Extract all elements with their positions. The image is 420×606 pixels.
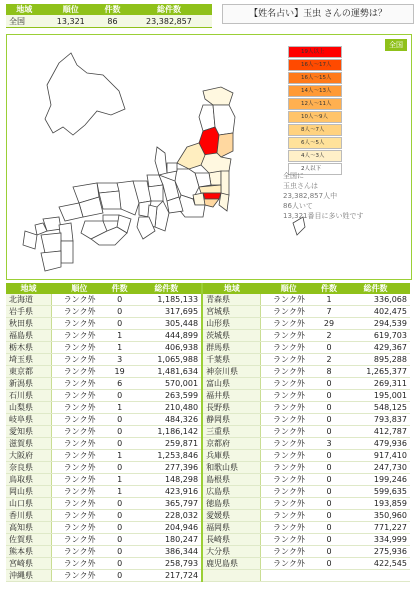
total-cell: 365,797 <box>132 498 202 510</box>
rank-cell: ランク外 <box>260 546 317 558</box>
rank-cell: ランク外 <box>260 558 317 570</box>
table-row <box>6 426 410 438</box>
pref-name-cell: 京都府 <box>202 438 260 450</box>
count-cell: 0 <box>108 510 132 522</box>
total-cell: 423,916 <box>132 486 202 498</box>
map-miyagi <box>217 133 233 157</box>
pref-name-cell: 北海道 <box>6 294 51 306</box>
table-row <box>6 498 410 510</box>
rank-cell: ランク外 <box>260 462 317 474</box>
count-cell: 1 <box>108 486 132 498</box>
count-cell: 0 <box>108 522 132 534</box>
table-row <box>6 414 410 426</box>
count-cell: 0 <box>317 450 341 462</box>
rank-cell: ランク外 <box>51 354 108 366</box>
count-cell: 0 <box>317 462 341 474</box>
total-cell: 269,311 <box>341 378 410 390</box>
count-cell: 3 <box>108 354 132 366</box>
total-cell: 402,475 <box>341 306 410 318</box>
count-cell: 0 <box>108 570 132 582</box>
table-row <box>6 354 410 366</box>
pref-name-cell: 新潟県 <box>6 378 51 390</box>
pref-name-cell: 鹿児島県 <box>202 558 260 570</box>
map-chiba <box>219 193 229 211</box>
legend-item: 4人～3人 <box>288 150 342 162</box>
count-cell: 0 <box>317 390 341 402</box>
info-line: 玉虫さんは <box>283 182 318 190</box>
total-cell: 258,793 <box>132 558 202 570</box>
count-cell: 0 <box>108 306 132 318</box>
total-cell: 247,730 <box>341 462 410 474</box>
count-cell <box>317 570 341 582</box>
total-cell: 217,724 <box>132 570 202 582</box>
total-cell: 406,938 <box>132 342 202 354</box>
table-row <box>6 438 410 450</box>
total-cell: 1,185,133 <box>132 294 202 306</box>
rank-cell: ランク外 <box>51 330 108 342</box>
map-ishikawa <box>155 147 167 175</box>
total-cell: 412,787 <box>341 426 410 438</box>
rank-cell: ランク外 <box>51 438 108 450</box>
rank-cell: ランク外 <box>260 378 317 390</box>
map-fukushima <box>201 153 231 173</box>
pref-name-cell: 宮崎県 <box>6 558 51 570</box>
count-cell: 1 <box>108 450 132 462</box>
summary-header-total: 総件数 <box>126 4 212 15</box>
pref-name-cell: 和歌山県 <box>202 462 260 474</box>
pref-name-cell: 岐阜県 <box>6 414 51 426</box>
pref-name-cell: 愛知県 <box>6 426 51 438</box>
pref-name-cell: 香川県 <box>6 510 51 522</box>
total-cell: 336,068 <box>341 294 410 306</box>
total-cell: 1,065,988 <box>132 354 202 366</box>
pref-name-cell: 大分県 <box>202 546 260 558</box>
table-row <box>6 306 410 318</box>
count-cell: 7 <box>317 306 341 318</box>
map-info-text <box>283 171 393 221</box>
rank-cell: ランク外 <box>260 534 317 546</box>
total-cell: 479,936 <box>341 438 410 450</box>
table-row <box>6 330 410 342</box>
header-rank: 順位 <box>51 283 108 294</box>
table-row <box>6 366 410 378</box>
summary-region: 全国 <box>6 15 43 28</box>
count-cell: 0 <box>317 522 341 534</box>
total-cell: 619,703 <box>341 330 410 342</box>
pref-name-cell: 広島県 <box>202 486 260 498</box>
count-cell: 29 <box>317 318 341 330</box>
table-row <box>6 522 410 534</box>
map-akita <box>199 105 215 131</box>
rank-cell: ランク外 <box>51 570 108 582</box>
rank-cell: ランク外 <box>51 378 108 390</box>
map-tokyo <box>203 193 221 199</box>
pref-name-cell: 徳島県 <box>202 498 260 510</box>
map-ibaraki <box>221 171 229 195</box>
map-mie <box>155 201 169 231</box>
pref-name-cell: 千葉県 <box>202 354 260 366</box>
legend-item: 6人～5人 <box>288 137 342 149</box>
rank-cell: ランク外 <box>260 486 317 498</box>
map-kagawa <box>103 215 119 221</box>
total-cell: 771,227 <box>341 522 410 534</box>
rank-cell: ランク外 <box>260 318 317 330</box>
count-cell: 0 <box>317 498 341 510</box>
count-cell: 0 <box>317 510 341 522</box>
total-cell: 180,247 <box>132 534 202 546</box>
rank-cell: ランク外 <box>51 450 108 462</box>
table-row <box>6 534 410 546</box>
rank-cell: ランク外 <box>260 438 317 450</box>
rank-cell: ランク外 <box>51 486 108 498</box>
count-cell: 3 <box>317 438 341 450</box>
rank-cell: ランク外 <box>260 510 317 522</box>
header-total: 総件数 <box>341 283 410 294</box>
table-row <box>6 390 410 402</box>
rank-cell: ランク外 <box>51 498 108 510</box>
rank-cell: ランク外 <box>51 294 108 306</box>
pref-name-cell: 三重県 <box>202 426 260 438</box>
pref-name-cell: 佐賀県 <box>6 534 51 546</box>
total-cell: 334,999 <box>341 534 410 546</box>
total-cell: 199,246 <box>341 474 410 486</box>
rank-cell: ランク外 <box>260 426 317 438</box>
map-kumamoto <box>41 233 61 253</box>
legend-item: 8人～7人 <box>288 124 342 136</box>
summary-rank: 13,321 <box>43 15 99 28</box>
total-cell: 599,635 <box>341 486 410 498</box>
prefecture-table-header <box>6 283 410 294</box>
rank-cell: ランク外 <box>51 462 108 474</box>
total-cell: 275,936 <box>341 546 410 558</box>
count-cell: 1 <box>108 474 132 486</box>
rank-cell: ランク外 <box>260 294 317 306</box>
legend-item: 12人～11人 <box>288 98 342 110</box>
summary-header-region: 地域 <box>6 4 43 15</box>
total-cell: 277,396 <box>132 462 202 474</box>
count-cell: 0 <box>108 558 132 570</box>
rank-cell: ランク外 <box>51 474 108 486</box>
total-cell: 386,344 <box>132 546 202 558</box>
summary-row <box>6 15 212 28</box>
pref-name-cell: 大阪府 <box>6 450 51 462</box>
map-nagasaki <box>23 231 37 249</box>
total-cell: 195,001 <box>341 390 410 402</box>
total-cell: 228,032 <box>132 510 202 522</box>
total-cell: 350,960 <box>341 510 410 522</box>
count-cell: 0 <box>108 498 132 510</box>
header-total: 総件数 <box>132 283 202 294</box>
count-cell: 1 <box>108 342 132 354</box>
total-cell: 895,288 <box>341 354 410 366</box>
total-cell: 548,125 <box>341 402 410 414</box>
header-count: 件数 <box>317 283 341 294</box>
total-cell: 305,448 <box>132 318 202 330</box>
map-aomori <box>203 87 233 105</box>
rank-cell: ランク外 <box>51 366 108 378</box>
summary-count: 86 <box>99 15 126 28</box>
count-cell: 0 <box>317 426 341 438</box>
japan-map <box>7 35 411 279</box>
count-cell: 0 <box>108 414 132 426</box>
rank-cell: ランク外 <box>260 354 317 366</box>
map-miyazaki <box>61 241 73 263</box>
total-cell: 1,481,634 <box>132 366 202 378</box>
prefecture-table <box>6 283 410 582</box>
pref-name-cell: 群馬県 <box>202 342 260 354</box>
pref-name-cell: 鳥取県 <box>6 474 51 486</box>
pref-name-cell: 栃木県 <box>6 342 51 354</box>
total-cell: 422,545 <box>341 558 410 570</box>
map-panel <box>6 34 412 280</box>
pref-name-cell: 岡山県 <box>6 486 51 498</box>
table-row <box>6 342 410 354</box>
legend-item: 10人～9人 <box>288 111 342 123</box>
total-cell: 484,326 <box>132 414 202 426</box>
count-cell: 0 <box>108 438 132 450</box>
total-cell: 429,367 <box>341 342 410 354</box>
count-cell: 0 <box>317 534 341 546</box>
total-cell: 148,298 <box>132 474 202 486</box>
count-cell: 1 <box>317 294 341 306</box>
map-yamaguchi <box>59 203 83 221</box>
table-row <box>6 546 410 558</box>
pref-name-cell <box>202 570 260 582</box>
rank-cell: ランク外 <box>260 450 317 462</box>
pref-name-cell: 長崎県 <box>202 534 260 546</box>
summary-header-rank: 順位 <box>43 4 99 15</box>
header-region: 地域 <box>6 283 51 294</box>
rank-cell: ランク外 <box>260 522 317 534</box>
map-niigata <box>177 143 205 169</box>
count-cell: 2 <box>317 354 341 366</box>
map-legend <box>288 46 342 176</box>
total-cell: 570,001 <box>132 378 202 390</box>
table-row <box>6 378 410 390</box>
rank-cell: ランク外 <box>51 534 108 546</box>
pref-name-cell: 福井県 <box>202 390 260 402</box>
header-count: 件数 <box>108 283 132 294</box>
count-cell: 0 <box>108 426 132 438</box>
rank-cell: ランク外 <box>260 402 317 414</box>
rank-cell: ランク外 <box>51 402 108 414</box>
count-cell: 0 <box>108 318 132 330</box>
rank-cell: ランク外 <box>260 474 317 486</box>
pref-name-cell: 福岡県 <box>202 522 260 534</box>
info-line: 13,321番目に多い姓です <box>283 212 364 220</box>
count-cell: 1 <box>108 402 132 414</box>
total-cell: 210,480 <box>132 402 202 414</box>
pref-name-cell: 熊本県 <box>6 546 51 558</box>
count-cell: 0 <box>108 462 132 474</box>
total-cell: 444,899 <box>132 330 202 342</box>
rank-cell: ランク外 <box>260 342 317 354</box>
count-cell: 0 <box>317 402 341 414</box>
rank-cell <box>260 570 317 582</box>
count-cell: 0 <box>317 558 341 570</box>
rank-cell: ランク外 <box>51 558 108 570</box>
rank-cell: ランク外 <box>51 522 108 534</box>
fortune-button[interactable]: 【姓名占い】玉虫 さんの運勢は？ <box>222 4 414 24</box>
rank-cell: ランク外 <box>51 510 108 522</box>
map-okayama <box>99 191 121 209</box>
header-region: 地域 <box>202 283 260 294</box>
count-cell: 0 <box>317 474 341 486</box>
rank-cell: ランク外 <box>51 390 108 402</box>
pref-name-cell: 富山県 <box>202 378 260 390</box>
table-row <box>6 462 410 474</box>
count-cell: 0 <box>108 546 132 558</box>
pref-name-cell: 兵庫県 <box>202 450 260 462</box>
map-kagoshima <box>41 251 61 271</box>
rank-cell: ランク外 <box>260 306 317 318</box>
table-row <box>6 450 410 462</box>
info-line: 86人いて <box>283 202 313 210</box>
count-cell: 0 <box>317 414 341 426</box>
count-cell: 6 <box>108 378 132 390</box>
pref-name-cell: 茨城県 <box>202 330 260 342</box>
legend-item: 16人～17人 <box>288 59 342 71</box>
legend-item: 14人～13人 <box>288 85 342 97</box>
count-cell: 0 <box>108 534 132 546</box>
count-cell: 0 <box>108 390 132 402</box>
rank-cell: ランク外 <box>51 318 108 330</box>
rank-cell: ランク外 <box>51 414 108 426</box>
map-toyama <box>167 163 177 173</box>
pref-name-cell: 秋田県 <box>6 318 51 330</box>
total-cell: 259,871 <box>132 438 202 450</box>
pref-name-cell: 埼玉県 <box>6 354 51 366</box>
pref-name-cell: 島根県 <box>202 474 260 486</box>
info-line: 全国に <box>283 172 304 180</box>
count-cell: 1 <box>108 330 132 342</box>
count-cell: 0 <box>317 546 341 558</box>
rank-cell: ランク外 <box>260 366 317 378</box>
count-cell: 0 <box>317 342 341 354</box>
summary-header-count: 件数 <box>99 4 126 15</box>
table-row <box>6 570 410 582</box>
count-cell: 0 <box>108 294 132 306</box>
table-row <box>6 318 410 330</box>
total-cell: 263,599 <box>132 390 202 402</box>
rank-cell: ランク外 <box>260 498 317 510</box>
table-row <box>6 294 410 306</box>
pref-name-cell: 沖縄県 <box>6 570 51 582</box>
count-cell: 0 <box>317 378 341 390</box>
map-kanagawa <box>203 199 219 207</box>
pref-name-cell: 静岡県 <box>202 414 260 426</box>
rank-cell: ランク外 <box>51 342 108 354</box>
pref-name-cell: 青森県 <box>202 294 260 306</box>
map-region-badge: 全国 <box>385 39 407 51</box>
count-cell: 19 <box>108 366 132 378</box>
rank-cell: ランク外 <box>260 414 317 426</box>
total-cell: 793,837 <box>341 414 410 426</box>
pref-name-cell: 高知県 <box>6 522 51 534</box>
total-cell: 193,859 <box>341 498 410 510</box>
total-cell: 317,695 <box>132 306 202 318</box>
map-hokkaido <box>45 53 125 135</box>
pref-name-cell: 石川県 <box>6 390 51 402</box>
total-cell: 294,539 <box>341 318 410 330</box>
rank-cell: ランク外 <box>260 330 317 342</box>
pref-name-cell: 長野県 <box>202 402 260 414</box>
legend-item: 19人以上 <box>288 46 342 58</box>
total-cell: 1,186,142 <box>132 426 202 438</box>
legend-item: 16人～15人 <box>288 72 342 84</box>
info-line: 23,382,857人中 <box>283 192 338 200</box>
pref-name-cell: 東京都 <box>6 366 51 378</box>
table-row <box>6 510 410 522</box>
table-row <box>6 558 410 570</box>
summary-table <box>6 4 212 28</box>
summary-total: 23,382,857 <box>126 15 212 28</box>
pref-name-cell: 滋賀県 <box>6 438 51 450</box>
pref-name-cell: 奈良県 <box>6 462 51 474</box>
rank-cell: ランク外 <box>260 390 317 402</box>
table-row <box>6 402 410 414</box>
count-cell: 2 <box>317 330 341 342</box>
rank-cell: ランク外 <box>51 546 108 558</box>
pref-name-cell: 宮城県 <box>202 306 260 318</box>
total-cell: 1,253,846 <box>132 450 202 462</box>
pref-name-cell: 山口県 <box>6 498 51 510</box>
total-cell: 204,946 <box>132 522 202 534</box>
count-cell: 8 <box>317 366 341 378</box>
pref-name-cell: 神奈川県 <box>202 366 260 378</box>
total-cell <box>341 570 410 582</box>
total-cell: 1,265,377 <box>341 366 410 378</box>
header-rank: 順位 <box>260 283 317 294</box>
legend-item: 2人以下 <box>288 163 342 175</box>
pref-name-cell: 山形県 <box>202 318 260 330</box>
pref-name-cell: 愛媛県 <box>202 510 260 522</box>
rank-cell: ランク外 <box>51 306 108 318</box>
total-cell: 917,410 <box>341 450 410 462</box>
pref-name-cell: 山梨県 <box>6 402 51 414</box>
count-cell: 0 <box>317 486 341 498</box>
table-row <box>6 486 410 498</box>
pref-name-cell: 福島県 <box>6 330 51 342</box>
pref-name-cell: 岩手県 <box>6 306 51 318</box>
table-row <box>6 474 410 486</box>
rank-cell: ランク外 <box>51 426 108 438</box>
